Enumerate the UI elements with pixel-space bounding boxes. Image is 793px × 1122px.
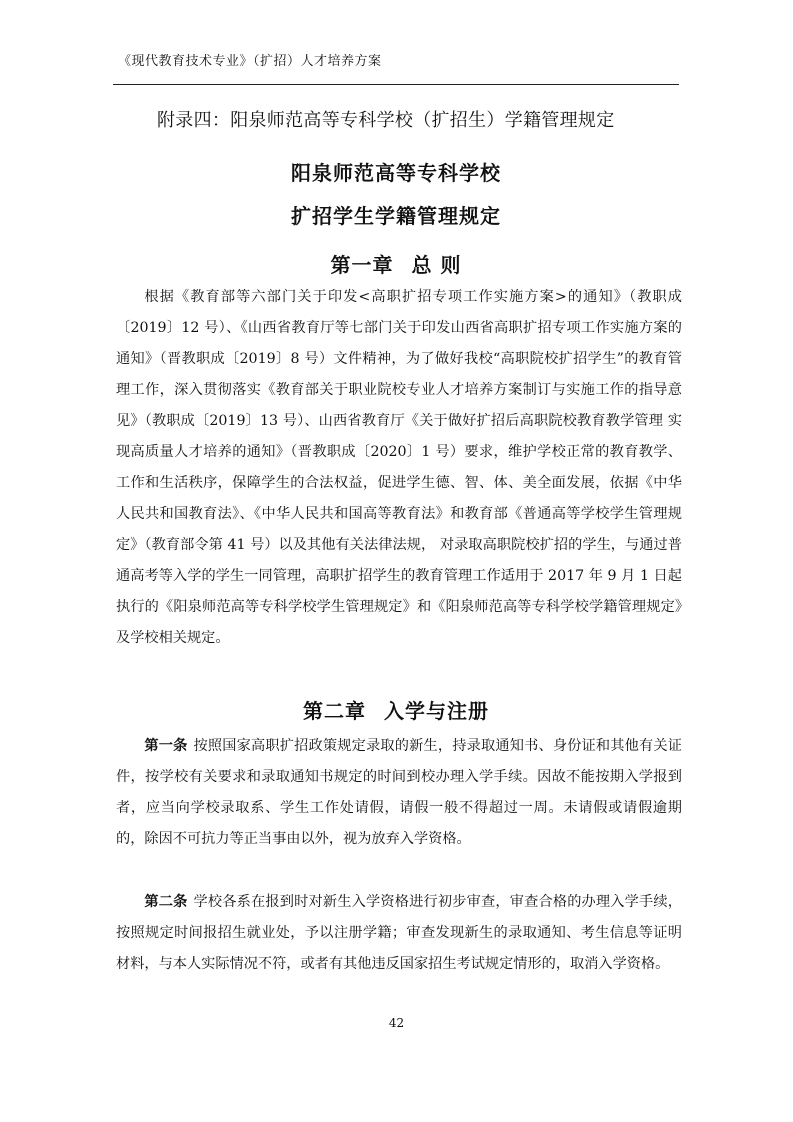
chapter-1-preamble: 根据《教育部等六部门关于印发<高职扩招专项工作实施方案>的通知》（教职成〔2019〕12 号）、《山西省教育厅等七部门关于印发山西省高职扩招专项工作实施方案的通知》（晋教职成〔2019〕8 号）文件精神，为了做好我校“高职院校扩招学生”的教育管理工作，深入贯彻落实《教育部关于职业院校专业人才培养方案制订与实施工作的指导意见》（教职成〔2019〕13 号）、山西省教育厅《关于做好扩招后高职院校教育教学管理 实现高质量人才培养的通知》（晋教职成〔2020〕1 号）要求，维护学校正常的教育教学、工作和生活秩序，保障学生的合法权益，促进学生德、智、体、美全面发展，依据《中华人民共和国教育法》、《中华人民共和国高等教育法》和教育部《普通高等学校学生管理规定》（教育部令第 41 号）以及其他有关法律法规， 对录取高职院校扩招的学生，与通过普通高考等入学的学生一同管理，高职扩招学生的教育管理工作适用于 2017 年 9 月 1 日起执行的《阳泉师范高等专科学校学生管理规定》和《阳泉师范高等专科学校学籍管理规定》及学校相关规定。	[116, 289, 682, 646]
chapter-1-name: 总 则	[411, 253, 462, 277]
document-title-line1: 阳泉师范高等专科学校	[291, 161, 501, 185]
appendix-title: 附录四：阳泉师范高等专科学校（扩招生）学籍管理规定	[157, 110, 615, 131]
chapter-2-heading	[113, 695, 679, 724]
article-1-label: 第一条	[144, 738, 188, 754]
chapter-2-number: 第二章	[303, 699, 366, 723]
article-1	[116, 731, 682, 855]
article-2-text: 学校各系在报到时对新生入学资格进行初步审查，审查合格的办理入学手续，按照规定时间报招生就业处，予以注册学籍；审查发现新生的录取通知、考生信息等证明材料，与本人实际情况不符，或者有其他违反国家招生考试规定情形的，取消入学资格。	[116, 894, 682, 972]
article-2	[116, 887, 682, 980]
chapter-1-number: 第一章	[330, 253, 394, 277]
article-1-text: 按照国家高职扩招政策规定录取的新生，持录取通知书、身份证和其他有关证件，按学校有关要求和录取通知书规定的时间到校办理入学手续。因故不能按期入学报到者，应当向学校录取系、学生工作处请假，请假一般不得超过一周。未请假或请假逾期的，除因不可抗力等正当事由以外，视为放弃入学资格。	[116, 738, 682, 847]
article-2-label: 第二条	[144, 894, 188, 910]
document-title-line2: 扩招学生学籍管理规定	[291, 204, 501, 228]
running-header: 《现代教育技术专业》（扩招）人才培养方案	[118, 54, 382, 69]
page-number: 42	[388, 1016, 405, 1030]
chapter-2-name: 入学与注册	[384, 699, 489, 723]
chapter-1-heading	[113, 249, 679, 278]
header-divider	[113, 84, 679, 85]
